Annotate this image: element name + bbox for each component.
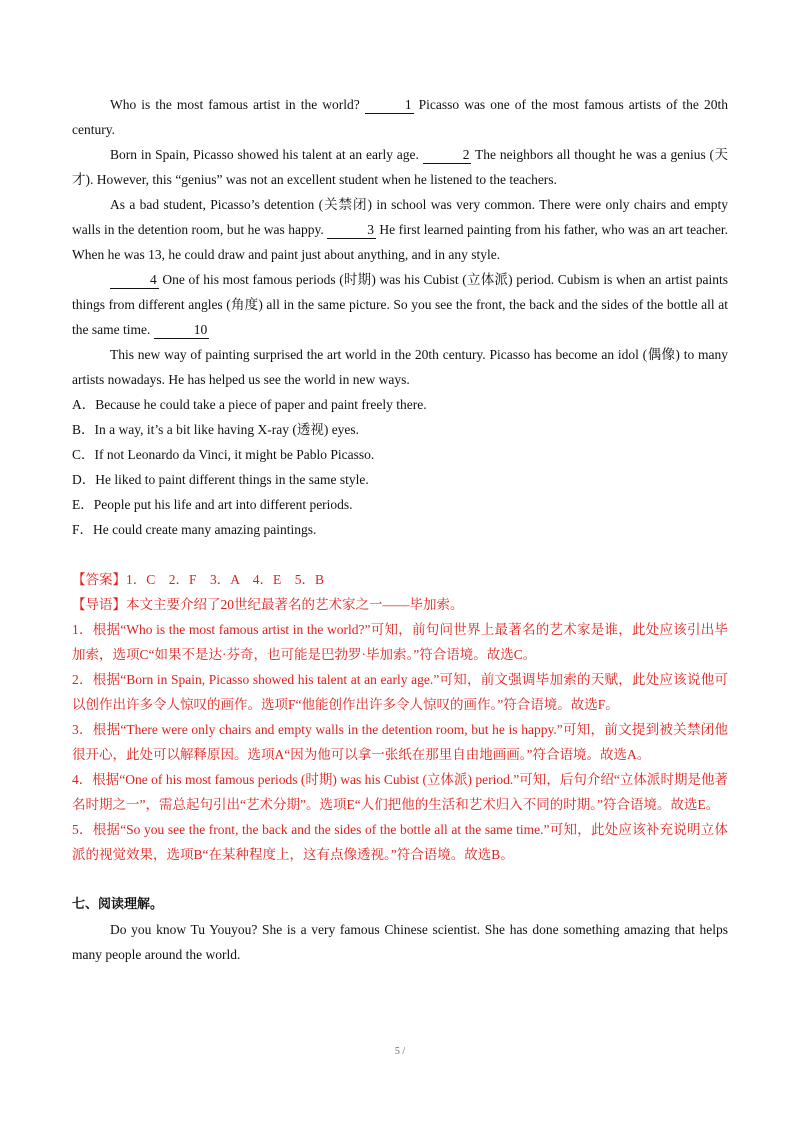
explanation-2: 2．根据“Born in Spain, Picasso showed his talent at an early age.”可知，前文强调毕加索的天赋，此处应该说他可以创作出许多令人惊叹的画作。选项F“他能创作出许多令人惊叹的画作。”符合语境。故选F。: [72, 672, 728, 712]
option-a: A．Because he could take a piece of paper and paint freely there.: [72, 397, 427, 412]
explanation-4: 4．根据“One of his most famous periods (时期) was his Cubist (立体派) period.”可知，后句介绍“立体派时期是他著名时期之一”，需总起句引出“艺术分期”。选项E“人们把他的生活和艺术归入不同的时期。”符合语境。故选E。: [72, 772, 728, 812]
guide-line: [72, 592, 728, 617]
passage-text: One of his most famous periods (时期) was his Cubist (立体派) period. Cubism is when an artist paints things from different angles (角度) all in the same picture. So you see the front, the back and the sides of the bottle all at the same time.: [72, 272, 728, 337]
option-b: B．In a way, it’s a bit like having X-ray (透视) eyes.: [72, 422, 360, 437]
blank-2: 2: [423, 147, 472, 164]
answer-line: [72, 567, 728, 592]
guide-label: 【导语】: [72, 597, 126, 612]
answer-block: [72, 567, 728, 867]
page-number: 5 /: [394, 1046, 406, 1056]
passage-text: As a bad student, Picasso’s detention (关禁闭) in school was very common. There were only chairs and empty walls in the detention room, but he was happy.: [72, 197, 728, 237]
option-f: F．He could create many amazing paintings.: [72, 522, 317, 537]
blank-5: 10: [154, 322, 210, 339]
option-c: C．If not Leonardo da Vinci, it might be Pablo Picasso.: [72, 447, 375, 462]
passage-paragraph-1: [72, 92, 728, 142]
answer-label: 【答案】: [72, 572, 126, 587]
guide-text: 本文主要介绍了20世纪最著名的艺术家之一——毕加索。: [126, 597, 464, 612]
answer-text: 1．C 2．F 3．A 4．E 5．B: [126, 572, 325, 587]
explanation-1: 1．根据“Who is the most famous artist in the world?”可知，前句问世界上最著名的艺术家是谁，此处应该引出毕加索，选项C“如果不是达·芬奇，也可能是巴勃罗·毕加索。”符合语境。故选C。: [72, 622, 728, 662]
passage-paragraph-5: This new way of painting surprised the art world in the 20th century. Picasso has become an idol (偶像) to many artists nowadays. He has helped us see the world in new ways.: [72, 347, 728, 387]
blank-4: 4: [110, 272, 159, 289]
passage-text: Who is the most famous artist in the world?: [110, 97, 365, 112]
options-list: [72, 392, 728, 542]
option-d: D．He liked to paint different things in the same style.: [72, 472, 369, 487]
section-heading: 七、阅读理解。: [72, 897, 164, 912]
passage-paragraph-3: [72, 192, 728, 267]
passage-paragraph-2: [72, 142, 728, 192]
passage-text: Picasso was one of the most famous artists of the 20th century.: [72, 97, 728, 137]
blank-1: 1: [365, 97, 414, 114]
option-e: E．People put his life and art into different periods.: [72, 497, 353, 512]
explanation-3: 3．根据“There were only chairs and empty walls in the detention room, but he is happy.”可知，前文提到被关禁闭他很开心，此处可以解释原因。选项A“因为他可以拿一张纸在那里自由地画画。”符合语境。故选A。: [72, 722, 728, 762]
reading-passage-intro: Do you know Tu Youyou? She is a very famous Chinese scientist. She has done something amazing that helps many people around the world.: [72, 922, 728, 962]
passage-text: The neighbors all thought he was a genius (天才). However, this “genius” was not an excellent student when he listened to the teachers.: [72, 147, 729, 187]
blank-3: 3: [327, 222, 376, 239]
document-page: [72, 92, 728, 967]
passage-text: He first learned painting from his father, who was an art teacher. When he was 13, he could draw and paint just about anything, and in any style.: [72, 222, 728, 262]
passage-text: Born in Spain, Picasso showed his talent at an early age.: [110, 147, 423, 162]
passage-paragraph-4: [72, 267, 728, 342]
explanation-5: 5．根据“So you see the front, the back and the sides of the bottle all at the same time.”可知，此处应该补充说明立体派的视觉效果，选项B“在某种程度上，这有点像透视。”符合语境。故选B。: [72, 822, 728, 862]
